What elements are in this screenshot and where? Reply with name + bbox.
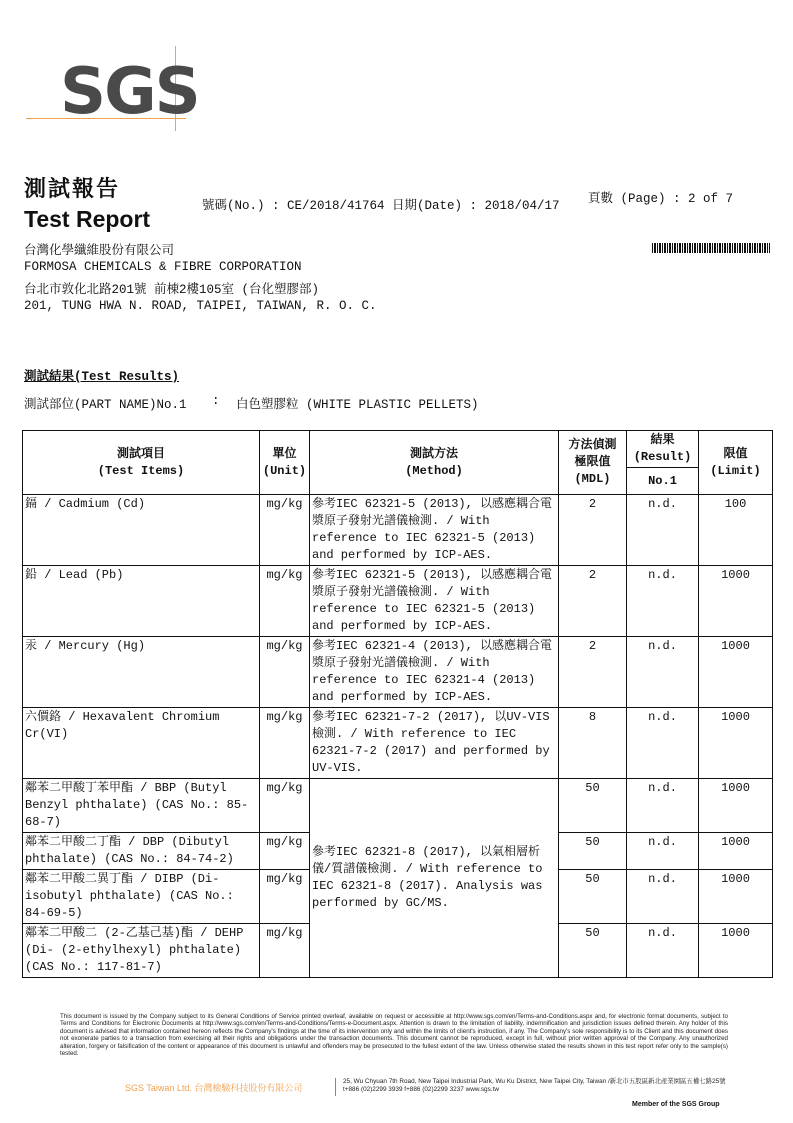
client-name-zh: 台灣化學纖維股份有限公司 [24,244,175,258]
page-indicator: 頁數 (Page) : 2 of 7 [588,192,734,206]
client-name-en: FORMOSA CHEMICALS & FIBRE CORPORATION [24,260,302,274]
cell-mdl: 2 [559,637,627,708]
results-heading: 測試結果(Test Results) [24,370,180,384]
footer-address-line2: t+886 (02)2299 3939 f+886 (02)2299 3237 www.sgs.tw [343,1086,499,1093]
cell-limit: 1000 [699,637,773,708]
cell-mdl: 2 [559,566,627,637]
cell-unit: mg/kg [260,779,310,833]
cell-result: n.d. [627,637,699,708]
cell-limit: 100 [699,495,773,566]
header-item-en: (Test Items) [97,463,185,478]
cell-limit: 1000 [699,870,773,924]
table-row [23,637,773,708]
cell-method: 參考IEC 62321-5 (2013), 以感應耦合電漿原子發射光譜儀檢測. / With reference to IEC 62321-5 (2013) and performed by ICP-AES. [310,566,559,637]
table-row [23,779,773,833]
table-row [23,708,773,779]
cell-result: n.d. [627,870,699,924]
cell-mdl: 50 [559,870,627,924]
cell-item: 鄰苯二甲酸二異丁酯 / DIBP (Di-isobutyl phthalate) (CAS No.: 84-69-5) [23,870,260,924]
footer-company: SGS Taiwan Ltd. 台灣檢驗科技股份有限公司 [125,1083,303,1093]
sgs-logo: SGS [60,55,199,129]
cell-limit: 1000 [699,779,773,833]
cell-result: n.d. [627,833,699,870]
footer-legal-notice: This document is issued by the Company subject to its General Conditions of Service printed overleaf, available on request or accessible at http://www.sgs.com/en/Terms-and-Conditions.aspx and, for electronic format documents, subject to Terms and Conditions for Electronic Documents at http://www.sgs.com/en/Terms-and-Conditions/Terms-e-Document.aspx. Attention is drawn to the limitation of liability, indemnification and jurisdiction issues defined therein. Any holder of this document is advised that information contained hereon reflects the Company's findings at the time of its intervention only and within the limits of client's instruction, if any. The Company's sole responsibility is to its Client and this document does not exonerate parties to a transaction from exercising all their rights and obligations under the transaction documents. This document cannot be reproduced, except in full, without prior written approval of the Company. Any unauthorized alteration, forgery or falsification of the content or appearance of this document is unlawful and offenders may be prosecuted to the fullest extent of the law. Unless otherwise stated the results shown in this test report refer only to the sample(s) tested. [60,1013,728,1058]
cell-unit: mg/kg [260,495,310,566]
cell-mdl: 8 [559,708,627,779]
header-limit [699,431,773,495]
cell-limit: 1000 [699,924,773,978]
header-mdl-en: (MDL) [574,472,611,486]
cell-method: 參考IEC 62321-5 (2013), 以感應耦合電漿原子發射光譜儀檢測. / With reference to IEC 62321-5 (2013) and performed by ICP-AES. [310,495,559,566]
results-table [22,430,773,978]
cell-item: 汞 / Mercury (Hg) [23,637,260,708]
cell-limit: 1000 [699,566,773,637]
header-test-items [23,431,260,495]
cell-method: 參考IEC 62321-4 (2013), 以感應耦合電漿原子發射光譜儀檢測. / With reference to IEC 62321-4 (2013) and performed by ICP-AES. [310,637,559,708]
footer-address-line1: 25, Wu Chyuan 7th Road, New Taipei Industrial Park, Wu Ku District, New Taipei City, Taiwan /新北市五股區新北產業園區五權七路25號 [343,1078,726,1085]
header-unit-en: (Unit) [262,463,307,478]
header-method-zh: 測試方法 [409,446,458,461]
header-method [310,431,559,495]
cell-result: n.d. [627,495,699,566]
client-address-zh: 台北市敦化北路201號 前棟2樓105室 (台化塑膠部) [24,283,320,297]
header-unit [260,431,310,495]
cell-item: 鉛 / Lead (Pb) [23,566,260,637]
cell-mdl: 50 [559,779,627,833]
cell-mdl: 50 [559,924,627,978]
footer-member: Member of the SGS Group [632,1101,720,1108]
cell-mdl: 2 [559,495,627,566]
report-number-date: 號碼(No.) : CE/2018/41764 日期(Date) : 2018/04/17 [202,199,560,213]
cell-limit: 1000 [699,833,773,870]
table-row [23,566,773,637]
cell-item: 六價鉻 / Hexavalent Chromium Cr(VI) [23,708,260,779]
header-item-zh: 測試項目 [116,446,165,461]
header-limit-zh: 限值 [723,446,748,461]
title-chinese: 測試報告 [24,176,121,202]
header-unit-zh: 單位 [272,446,297,461]
cell-unit: mg/kg [260,566,310,637]
header-method-en: (Method) [405,463,463,478]
header-result-en: (Result) [633,450,692,464]
header-result [627,431,699,468]
header-mdl-zh2: 極限值 [574,455,611,469]
cell-item: 鄰苯二甲酸二丁酯 / DBP (Dibutyl phthalate) (CAS No.: 84-74-2) [23,833,260,870]
cell-item: 鄰苯二甲酸丁苯甲酯 / BBP (Butyl Benzyl phthalate) (CAS No.: 85-68-7) [23,779,260,833]
cell-unit: mg/kg [260,870,310,924]
cell-mdl: 50 [559,833,627,870]
header-mdl [559,431,627,495]
cell-unit: mg/kg [260,833,310,870]
title-english: Test Report [24,206,151,232]
header-limit-en: (Limit) [710,463,761,478]
cell-unit: mg/kg [260,924,310,978]
header-result-no: No.1 [627,468,699,495]
barcode [652,243,770,253]
cell-item: 鄰苯二甲酸二 (2-乙基己基)酯 / DEHP (Di- (2-ethylhexyl) phthalate) (CAS No.: 117-81-7) [23,924,260,978]
part-name-colon: : [212,394,220,408]
cell-item: 鎘 / Cadmium (Cd) [23,495,260,566]
cell-method: 參考IEC 62321-7-2 (2017), 以UV-VIS檢測. / With reference to IEC 62321-7-2 (2017) and performed by UV-VIS. [310,708,559,779]
header-result-zh: 結果 [650,433,675,447]
part-name-value: 白色塑膠粒 (WHITE PLASTIC PELLETS) [236,398,479,412]
cell-method-phthalates: 參考IEC 62321-8 (2017), 以氣相層析儀/質譜儀檢測. / With reference to IEC 62321-8 (2017). Analysis was performed by GC/MS. [310,779,559,978]
cell-result: n.d. [627,708,699,779]
cell-limit: 1000 [699,708,773,779]
part-name-label: 測試部位(PART NAME)No.1 [24,398,187,412]
cell-result: n.d. [627,924,699,978]
cell-result: n.d. [627,566,699,637]
header-mdl-zh1: 方法偵測 [568,438,617,452]
footer-address [343,1078,726,1094]
cell-result: n.d. [627,779,699,833]
table-row [23,495,773,566]
cell-unit: mg/kg [260,708,310,779]
client-address-en: 201, TUNG HWA N. ROAD, TAIPEI, TAIWAN, R. O. C. [24,299,377,313]
cell-unit: mg/kg [260,637,310,708]
footer-divider [335,1078,336,1096]
